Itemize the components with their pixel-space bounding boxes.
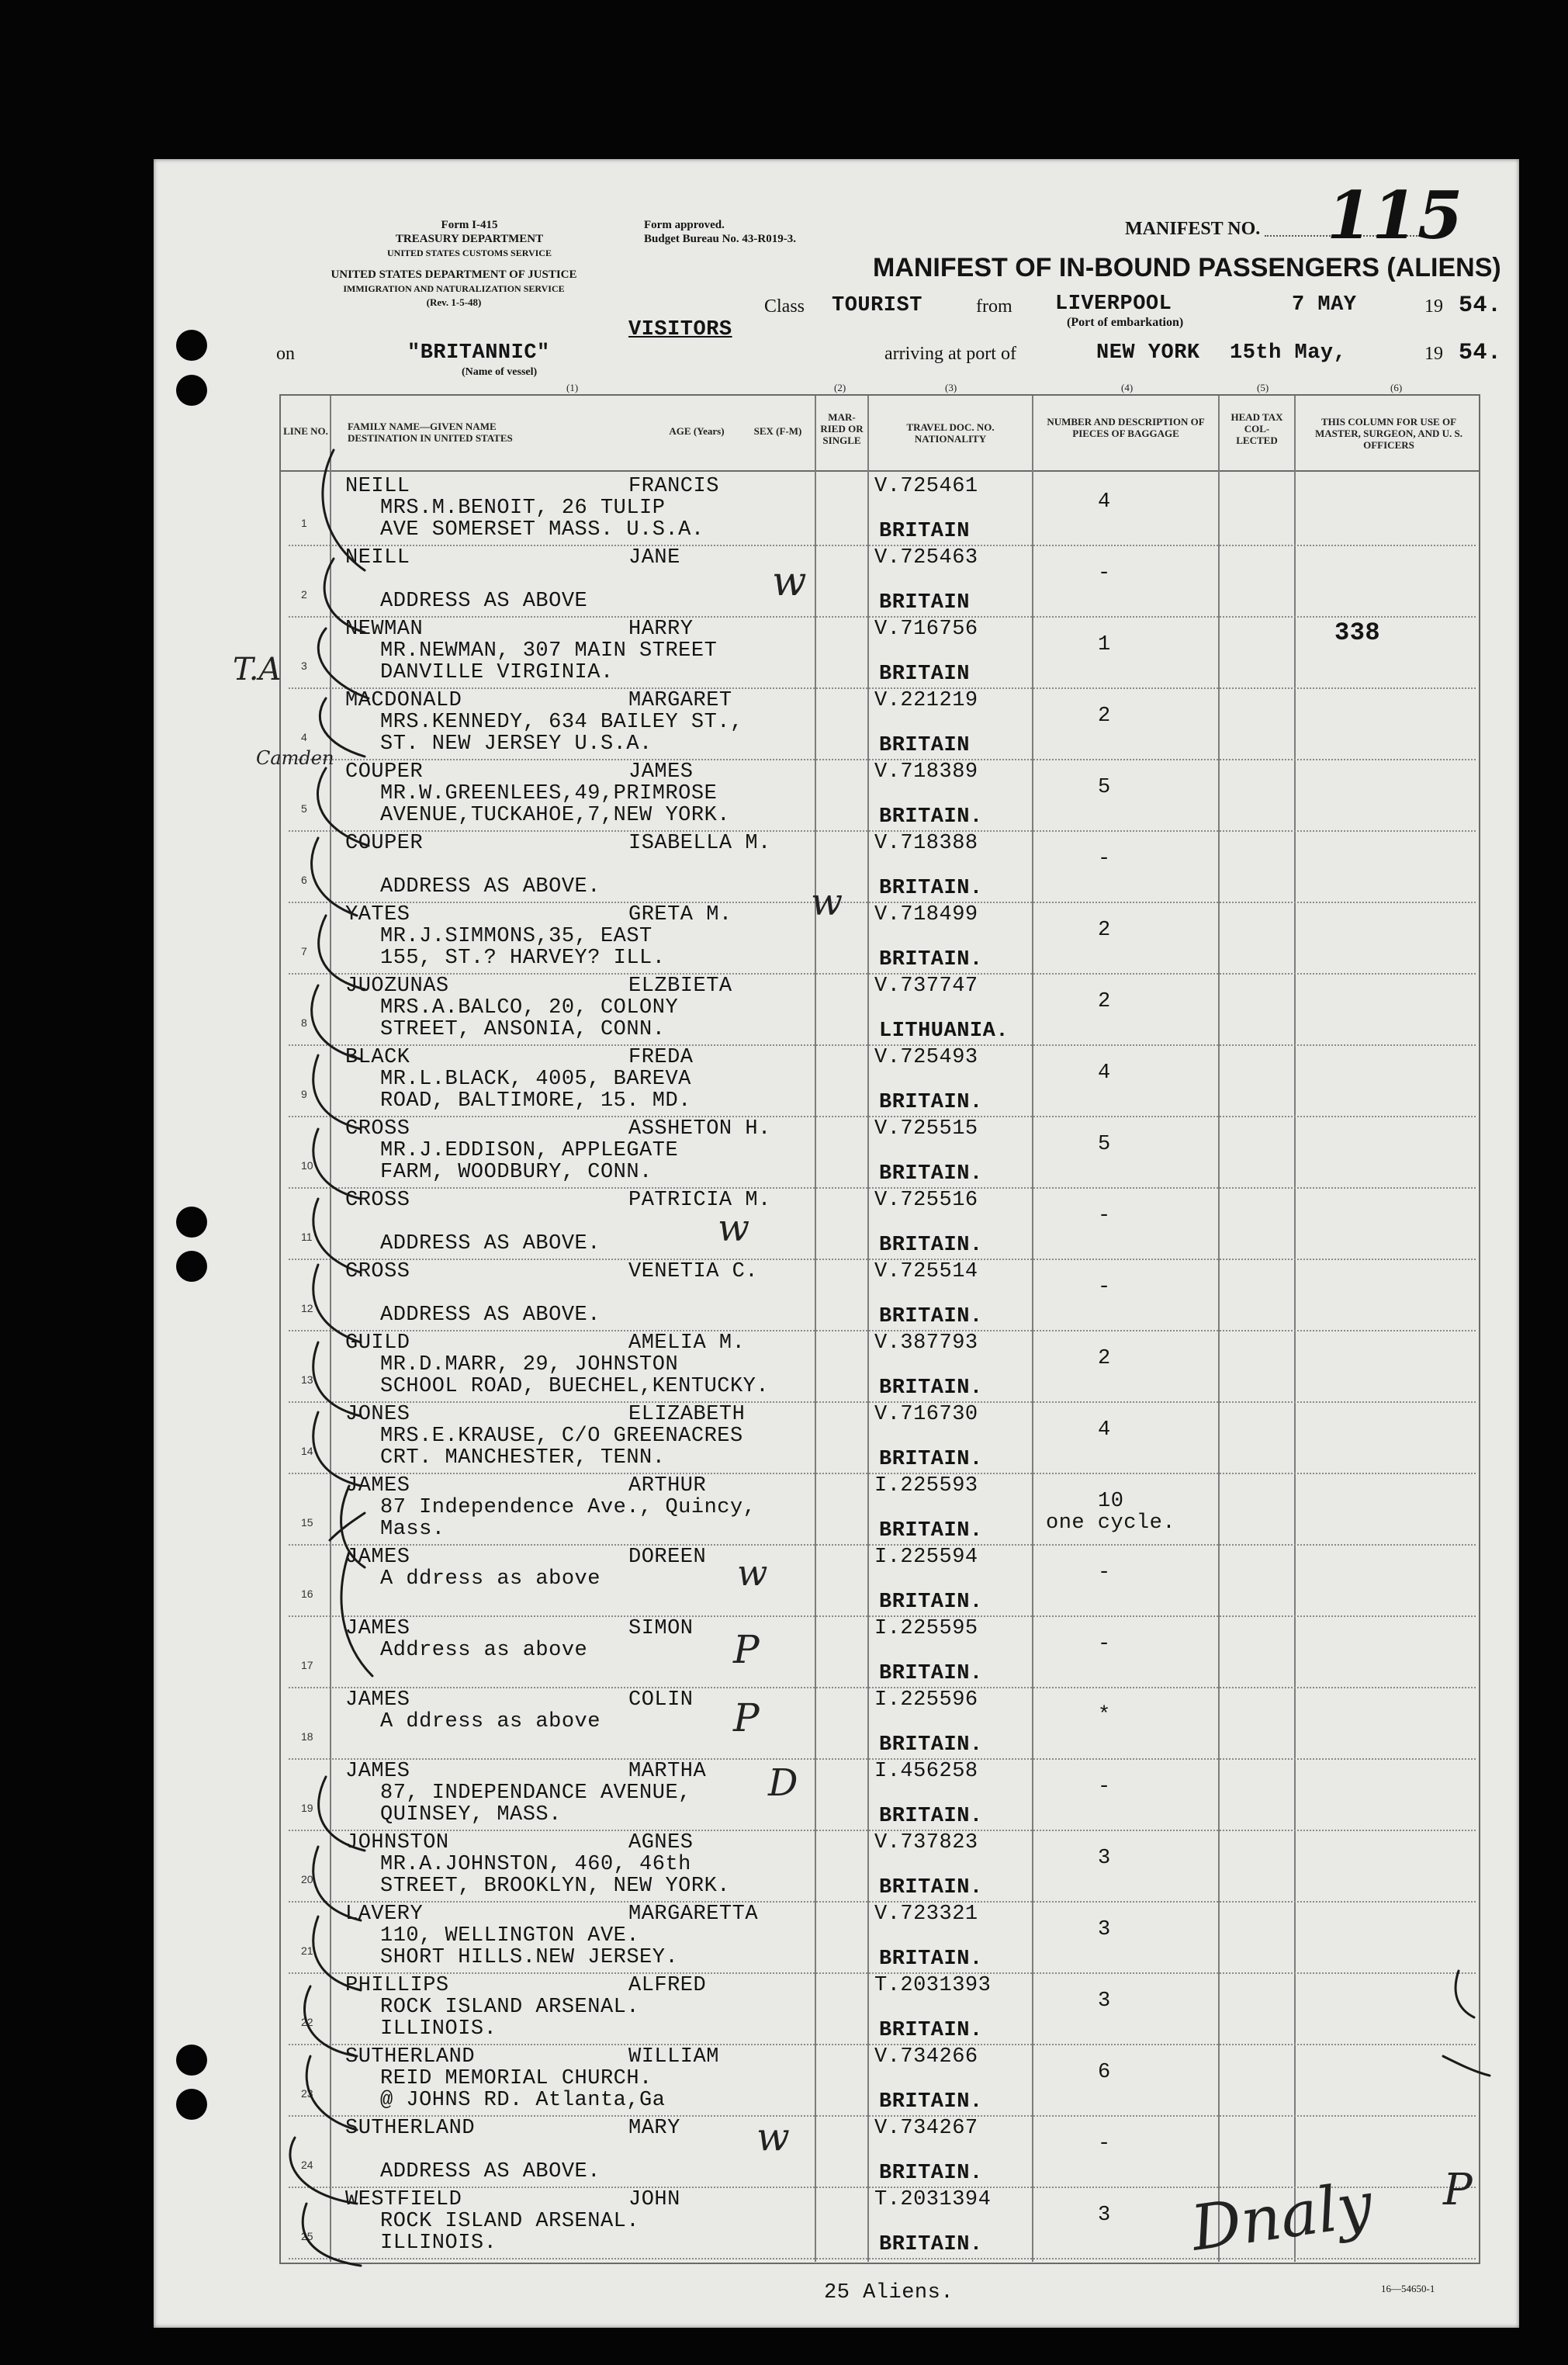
destination-line-2: DANVILLE VIRGINIA. <box>380 661 614 684</box>
footer-count: 25 Aliens. <box>824 2281 954 2304</box>
destination-line-2: ILLINOIS. <box>380 2017 497 2041</box>
form-rev: (Rev. 1-5-48) <box>426 296 482 308</box>
family-name: LAVERY <box>345 1903 424 1926</box>
line-number: 13 <box>301 1373 313 1386</box>
given-name: GRETA M. <box>628 903 732 926</box>
col-age-header: AGE (Years) <box>669 425 725 437</box>
line-number: 19 <box>301 1802 313 1814</box>
travel-doc-no: T.2031394 <box>874 2188 992 2211</box>
baggage-count: - <box>1098 562 1111 585</box>
destination-line-1: REID MEMORIAL CHURCH. <box>380 2067 652 2090</box>
given-name: VENETIA C. <box>628 1260 759 1283</box>
baggage-count: 2 <box>1098 705 1111 728</box>
given-name: MARY <box>628 2117 680 2140</box>
family-name: WESTFIELD <box>345 2188 462 2211</box>
destination-line-1: MR.NEWMAN, 307 MAIN STREET <box>380 639 718 663</box>
travel-doc-no: V.718388 <box>874 832 978 855</box>
given-name: FRANCIS <box>628 475 719 498</box>
handwritten-w: w <box>737 1552 768 1594</box>
destination-line-2: ADDRESS AS ABOVE. <box>380 1304 601 1327</box>
line-number: 24 <box>301 2159 313 2171</box>
given-name: FREDA <box>628 1046 694 1069</box>
family-name: JONES <box>345 1403 410 1426</box>
budget-bureau: Budget Bureau No. 43-R019-3. <box>644 233 796 245</box>
nationality: BRITAIN. <box>879 948 983 971</box>
travel-doc-no: V.716730 <box>874 1403 978 1426</box>
family-name: CROSS <box>345 1189 410 1212</box>
from-label: from <box>976 296 1012 317</box>
form-id: Form I-415 <box>441 219 498 231</box>
given-name: ISABELLA M. <box>628 832 771 855</box>
travel-doc-no: V.737823 <box>874 1831 978 1854</box>
year-embark: 54. <box>1459 293 1502 319</box>
nationality: BRITAIN. <box>879 1376 983 1400</box>
arrival-date: 15th May, <box>1230 341 1347 365</box>
destination-line-2: ILLINOIS. <box>380 2232 497 2255</box>
travel-doc-no: V.718499 <box>874 903 978 926</box>
line-number: 22 <box>301 2016 313 2028</box>
baggage-count: 2 <box>1098 990 1111 1013</box>
embark-date: 7 MAY <box>1292 293 1357 317</box>
destination-line-2: STREET, ANSONIA, CONN. <box>380 1018 666 1041</box>
travel-doc-no: V.387793 <box>874 1331 978 1355</box>
destination-line-1: MR.J.EDDISON, APPLEGATE <box>380 1139 679 1162</box>
destination-line-1: MR.A.JOHNSTON, 460, 46th <box>380 1853 691 1876</box>
nationality: BRITAIN. <box>879 805 983 829</box>
baggage-count: * <box>1098 1704 1111 1727</box>
nationality: BRITAIN. <box>879 1876 983 1899</box>
travel-doc-no: V.725461 <box>874 475 978 498</box>
baggage-count: 10 <box>1098 1490 1124 1513</box>
travel-doc-no: I.225596 <box>874 1688 978 1712</box>
nationality: BRITAIN. <box>879 1805 983 1828</box>
given-name: ELZBIETA <box>628 975 732 998</box>
nationality: BRITAIN <box>879 520 970 543</box>
handwritten-w: w <box>718 1207 750 1250</box>
year-arrival: 54. <box>1459 340 1502 366</box>
travel-doc-no: V.725493 <box>874 1046 978 1069</box>
line-number: 6 <box>301 874 307 886</box>
nationality: BRITAIN. <box>879 1162 983 1186</box>
travel-doc-no: I.225593 <box>874 1474 978 1498</box>
col-num-2: (2) <box>834 382 846 393</box>
given-name: HARRY <box>628 618 694 641</box>
ins-service: IMMIGRATION AND NATURALIZATION SERVICE <box>343 283 565 294</box>
baggage-count: 2 <box>1098 919 1111 942</box>
given-name: COLIN <box>628 1688 694 1712</box>
given-name: ARTHUR <box>628 1474 707 1498</box>
destination-line-2: ADDRESS AS ABOVE. <box>380 2160 601 2183</box>
nationality: BRITAIN <box>879 591 970 615</box>
destination-line-2: ROAD, BALTIMORE, 15. MD. <box>380 1089 691 1113</box>
destination-line-1: MRS.A.BALCO, 20, COLONY <box>380 996 679 1020</box>
destination-line-1: 87, INDEPENDANCE AVENUE, <box>380 1782 691 1805</box>
family-name: NEWMAN <box>345 618 424 641</box>
given-name: JANE <box>628 546 680 570</box>
nationality: BRITAIN <box>879 663 970 686</box>
handwritten-w: w <box>756 2114 790 2159</box>
nationality: BRITAIN. <box>879 1733 983 1757</box>
nationality: BRITAIN. <box>879 1519 983 1543</box>
on-label: on <box>276 344 295 364</box>
handwritten-p: P <box>733 1695 760 1740</box>
destination-line-1: MR.W.GREENLEES,49,PRIMROSE <box>380 782 718 805</box>
baggage-count: 3 <box>1098 1989 1111 2013</box>
handwritten-ta: T.A <box>233 652 282 687</box>
nationality: LITHUANIA. <box>879 1020 1009 1043</box>
destination-line-2: QUINSEY, MASS. <box>380 1803 562 1827</box>
family-name: COUPER <box>345 832 424 855</box>
baggage-count: 5 <box>1098 776 1111 799</box>
baggage-count: - <box>1098 1633 1111 1656</box>
family-name: JOHNSTON <box>345 1831 449 1854</box>
given-name: MARGARET <box>628 689 732 712</box>
destination-line-1: Address as above <box>380 1639 588 1662</box>
given-name: ALFRED <box>628 1974 707 1997</box>
class-value: TOURIST <box>832 294 922 317</box>
port-embark-label: (Port of embarkation) <box>1067 316 1184 329</box>
destination-line-1: 87 Independence Ave., Quincy, <box>380 1496 756 1519</box>
nationality: BRITAIN. <box>879 2233 983 2256</box>
handwritten-d: D <box>768 1761 798 1805</box>
line-number: 7 <box>301 945 307 957</box>
destination-line-2: ST. NEW JERSEY U.S.A. <box>380 732 652 756</box>
baggage-count: - <box>1098 1204 1111 1228</box>
given-name: PATRICIA M. <box>628 1189 771 1212</box>
line-number: 3 <box>301 660 307 672</box>
destination-line-2: CRT. MANCHESTER, TENN. <box>380 1446 666 1470</box>
baggage-count: 4 <box>1098 490 1111 514</box>
line-number: 10 <box>301 1159 313 1172</box>
line-number: 5 <box>301 802 307 815</box>
travel-doc-no: T.2031393 <box>874 1974 992 1997</box>
nationality: BRITAIN. <box>879 1091 983 1114</box>
line-number: 15 <box>301 1516 313 1529</box>
treasury-dept: TREASURY DEPARTMENT <box>395 233 544 245</box>
destination-line-2: ADDRESS AS ABOVE <box>380 590 588 613</box>
given-name: MARGARETTA <box>628 1903 759 1926</box>
travel-doc-no: V.725516 <box>874 1189 978 1212</box>
travel-doc-no: V.725514 <box>874 1260 978 1283</box>
destination-line-1: A ddress as above <box>380 1710 601 1733</box>
destination-line-2: ADDRESS AS ABOVE. <box>380 1232 601 1255</box>
destination-line-1: MRS.M.BENOIT, 26 TULIP <box>380 497 666 520</box>
line-number: 8 <box>301 1016 307 1029</box>
nationality: BRITAIN. <box>879 877 983 900</box>
baggage-description: one cycle. <box>1046 1511 1176 1535</box>
family-name: NEILL <box>345 475 410 498</box>
family-name: COUPER <box>345 760 424 784</box>
family-name: JAMES <box>345 1617 410 1640</box>
family-name: JAMES <box>345 1760 410 1783</box>
travel-doc-no: I.456258 <box>874 1760 978 1783</box>
line-number: 1 <box>301 517 307 529</box>
vessel-name: "BRITANNIC" <box>407 341 550 365</box>
travel-doc-no: V.734267 <box>874 2117 978 2140</box>
family-name: MACDONALD <box>345 689 462 712</box>
nationality: BRITAIN <box>879 734 970 757</box>
destination-line-2: AVENUE,TUCKAHOE,7,NEW YORK. <box>380 804 730 827</box>
col-officers-header: THIS COLUMN FOR USE OF MASTER, SURGEON, AND U. S. OFFICERS <box>1315 416 1462 451</box>
col-num-4: (4) <box>1121 382 1134 393</box>
family-name: BLACK <box>345 1046 410 1069</box>
given-name: JOHN <box>628 2188 680 2211</box>
line-number: 23 <box>301 2087 313 2100</box>
baggage-count: 1 <box>1098 633 1111 656</box>
col-num-6: (6) <box>1390 382 1403 393</box>
justice-dept: UNITED STATES DEPARTMENT OF JUSTICE <box>331 268 577 281</box>
family-name: GUILD <box>345 1331 410 1355</box>
given-name: WILLIAM <box>628 2045 719 2069</box>
travel-doc-no: V.221219 <box>874 689 978 712</box>
handwritten-initial: P <box>1443 2165 1473 2215</box>
col-name-header: FAMILY NAME—GIVEN NAME DESTINATION IN UNITED STATES <box>348 421 513 444</box>
baggage-count: - <box>1098 847 1111 871</box>
nationality: BRITAIN. <box>879 1662 983 1685</box>
handwritten-w: w <box>811 881 843 924</box>
baggage-count: 3 <box>1098 1918 1111 1941</box>
family-name: NEILL <box>345 546 410 570</box>
baggage-count: 4 <box>1098 1061 1111 1085</box>
travel-doc-no: V.734266 <box>874 2045 978 2069</box>
travel-doc-no: V.723321 <box>874 1903 978 1926</box>
family-name: JAMES <box>345 1688 410 1712</box>
destination-line-1: A ddress as above <box>380 1567 601 1591</box>
destination-line-1: MR.J.SIMMONS,35, EAST <box>380 925 652 948</box>
baggage-count: 3 <box>1098 1847 1111 1870</box>
travel-doc-no: V.737747 <box>874 975 978 998</box>
family-name: JUOZUNAS <box>345 975 449 998</box>
baggage-count: - <box>1098 1561 1111 1584</box>
line-number: 25 <box>301 2230 313 2242</box>
col-travel-header: TRAVEL DOC. NO. NATIONALITY <box>906 421 995 445</box>
nationality: BRITAIN. <box>879 1591 983 1614</box>
nationality: BRITAIN. <box>879 2162 983 2185</box>
arriving-label: arriving at port of <box>884 344 1016 364</box>
line-number: 11 <box>301 1231 313 1243</box>
line-number: 14 <box>301 1445 313 1457</box>
destination-line-1: 110, WELLINGTON AVE. <box>380 1924 640 1948</box>
destination-line-2: @ JOHNS RD. Atlanta,Ga <box>380 2089 666 2112</box>
line-number: 12 <box>301 1302 313 1314</box>
given-name: JAMES <box>628 760 694 784</box>
family-name: YATES <box>345 903 410 926</box>
travel-doc-no: I.225595 <box>874 1617 978 1640</box>
travel-doc-no: V.718389 <box>874 760 978 784</box>
col-tax-header: HEAD TAX COL-LECTED <box>1231 411 1283 446</box>
line-number: 4 <box>301 731 307 743</box>
given-name: MARTHA <box>628 1760 707 1783</box>
customs-service: UNITED STATES CUSTOMS SERVICE <box>387 248 552 258</box>
year-prefix: 19 <box>1424 296 1443 317</box>
baggage-count: 4 <box>1098 1418 1111 1442</box>
nationality: BRITAIN. <box>879 1234 983 1257</box>
nationality: BRITAIN. <box>879 2019 983 2042</box>
manifest-no-label: MANIFEST NO. <box>1125 219 1261 239</box>
destination-line-2: SCHOOL ROAD, BUECHEL,KENTUCKY. <box>380 1375 770 1398</box>
line-number: 2 <box>301 588 307 601</box>
family-name: CROSS <box>345 1117 410 1141</box>
nationality: BRITAIN. <box>879 1948 983 1971</box>
travel-doc-no: V.716756 <box>874 618 978 641</box>
destination-line-2: ADDRESS AS ABOVE. <box>380 875 601 899</box>
nationality: BRITAIN. <box>879 2090 983 2114</box>
family-name: SUTHERLAND <box>345 2045 476 2069</box>
visitors-label: VISITORS <box>628 318 732 341</box>
destination-line-1: ROCK ISLAND ARSENAL. <box>380 2210 640 2233</box>
baggage-count: 5 <box>1098 1133 1111 1156</box>
destination-line-1: ROCK ISLAND ARSENAL. <box>380 1996 640 2019</box>
baggage-count: 2 <box>1098 1347 1111 1370</box>
manifest-title: MANIFEST OF IN-BOUND PASSENGERS (ALIENS) <box>873 253 1501 282</box>
destination-line-1: MR.L.BLACK, 4005, BAREVA <box>380 1068 691 1091</box>
handwritten-p: P <box>733 1627 760 1672</box>
handwritten-signature: Dnaly <box>1186 2168 1377 2265</box>
baggage-count: 3 <box>1098 2204 1111 2227</box>
destination-line-2: SHORT HILLS.NEW JERSEY. <box>380 1946 679 1969</box>
destination-line-1: MRS.KENNEDY, 634 BAILEY ST., <box>380 711 743 734</box>
destination-line-2: AVE SOMERSET MASS. U.S.A. <box>380 518 704 542</box>
baggage-count: - <box>1098 2132 1111 2156</box>
handwritten-w: w <box>772 559 807 605</box>
given-name: AMELIA M. <box>628 1331 746 1355</box>
line-number: 20 <box>301 1873 313 1885</box>
family-name: CROSS <box>345 1260 410 1283</box>
class-label: Class <box>764 296 805 317</box>
col-married-header: MAR-RIED OR SINGLE <box>820 411 864 446</box>
given-name: AGNES <box>628 1831 694 1854</box>
form-code: 16—54650-1 <box>1381 2283 1435 2294</box>
given-name: ELIZABETH <box>628 1403 746 1426</box>
destination-line-2: 155, ST.? HARVEY? ILL. <box>380 947 666 970</box>
destination-line-2: STREET, BROOKLYN, NEW YORK. <box>380 1875 730 1898</box>
destination-line-1: MR.D.MARR, 29, JOHNSTON <box>380 1353 679 1376</box>
family-name: JAMES <box>345 1546 410 1569</box>
line-number: 21 <box>301 1944 313 1957</box>
baggage-count: - <box>1098 1775 1111 1799</box>
nationality: BRITAIN. <box>879 1305 983 1328</box>
travel-doc-no: V.725515 <box>874 1117 978 1141</box>
given-name: SIMON <box>628 1617 694 1640</box>
travel-doc-no: I.225594 <box>874 1546 978 1569</box>
destination-line-2: FARM, WOODBURY, CONN. <box>380 1161 652 1184</box>
family-name: SUTHERLAND <box>345 2117 476 2140</box>
destination-line-2: Mass. <box>380 1518 445 1541</box>
from-value: LIVERPOOL <box>1055 293 1172 316</box>
col-sex-header: SEX (F-M) <box>753 425 802 437</box>
vessel-label: (Name of vessel) <box>462 366 538 378</box>
baggage-count: - <box>1098 1276 1111 1299</box>
given-name: DOREEN <box>628 1546 707 1569</box>
col-line-header: LINE NO. <box>283 425 328 437</box>
col-baggage-header: NUMBER AND DESCRIPTION OF PIECES OF BAGGAGE <box>1047 416 1205 439</box>
form-approved: Form approved. <box>644 219 725 231</box>
col-num-1: (1) <box>566 382 579 393</box>
baggage-count: 6 <box>1098 2061 1111 2084</box>
year-prefix-2: 19 <box>1424 344 1443 364</box>
family-name: JAMES <box>345 1474 410 1498</box>
officer-note: 338 <box>1334 618 1381 647</box>
line-number: 9 <box>301 1088 307 1100</box>
arrival-port: NEW YORK <box>1096 341 1200 365</box>
col-num-3: (3) <box>945 382 957 393</box>
col-num-5: (5) <box>1257 382 1269 393</box>
family-name: PHILLIPS <box>345 1974 449 1997</box>
manifest-number: 115 <box>1327 177 1463 254</box>
given-name: ASSHETON H. <box>628 1117 771 1141</box>
line-number: 17 <box>301 1659 313 1671</box>
travel-doc-no: V.725463 <box>874 546 978 570</box>
line-number: 18 <box>301 1730 313 1743</box>
destination-line-1: MRS.E.KRAUSE, C/O GREENACRES <box>380 1425 743 1448</box>
nationality: BRITAIN. <box>879 1448 983 1471</box>
line-number: 16 <box>301 1588 313 1600</box>
handwritten-camden: Camden <box>256 747 334 769</box>
